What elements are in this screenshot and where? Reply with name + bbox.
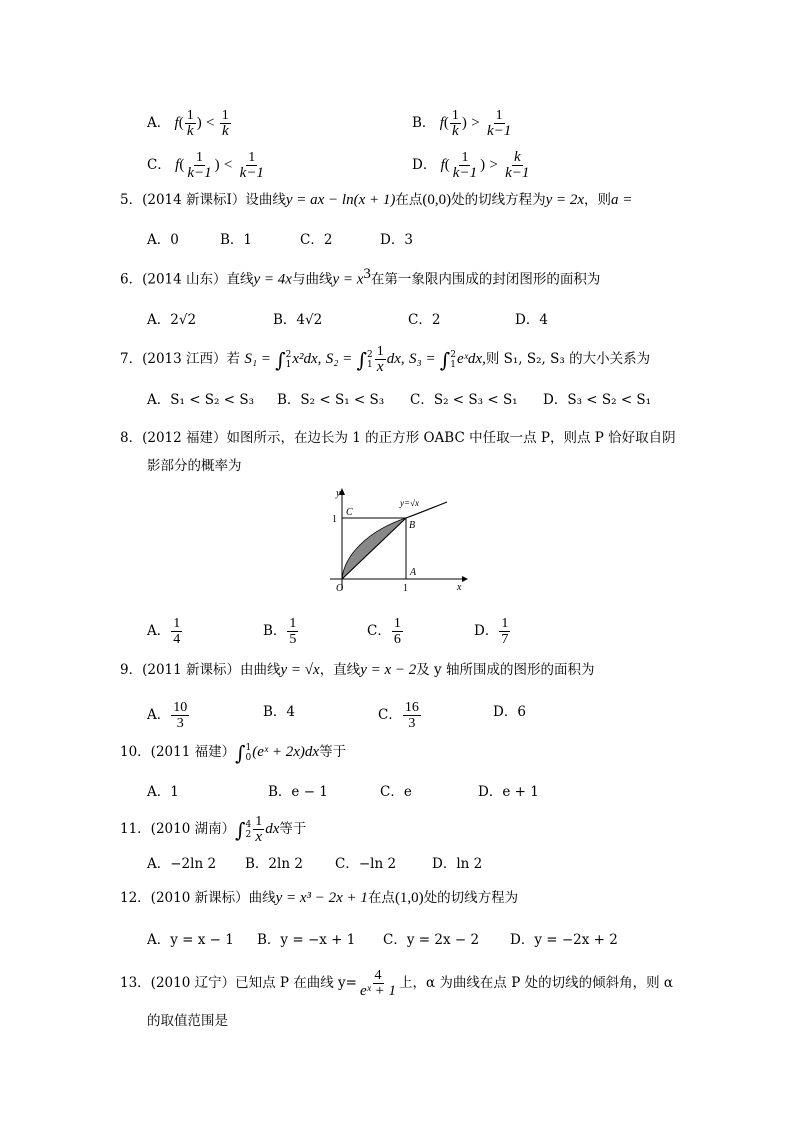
q11-option-c: C．−ln 2 xyxy=(335,856,397,872)
q6-stem: 6．(2014 山东）直线y = 4x与曲线$y = x^3$在第一象限内围成的封闭图形的面积为 xyxy=(120,266,601,288)
q5-option-c: C．2 xyxy=(300,232,333,248)
q9-stem: 9．(2011 新课标）由曲线y = √x，直线y = x − 2及 y 轴所围成的图形的面积为 xyxy=(120,662,595,678)
q7-option-a: A．S₁ < S₂ < S₃ xyxy=(147,392,255,408)
q8-option-d: D． $\frac{1}{7}$ xyxy=(474,616,509,647)
integral-sign-icon: ∫ xyxy=(439,348,451,372)
q4-option-a: A． f( $\frac{1}{k}$ ) < $\frac{1}{k}$ xyxy=(147,108,229,139)
q12-stem: 12．(2010 新课标）曲线y = x³ − 2x + 1在点(1,0)处的切线方程为 xyxy=(120,890,519,906)
q10-option-b: B．e − 1 xyxy=(268,784,328,800)
fig-curve-label: y=√x xyxy=(400,498,420,508)
q8-option-c: C． $\frac{1}{6}$ xyxy=(367,616,401,647)
q12-option-c: C．y = 2x − 2 xyxy=(383,932,480,948)
q5-stem: 5．(2014 新课标Ⅰ）设曲线y = ax − ln(x + 1)在点(0,0)处的切线方程为y = 2x，则a = xyxy=(120,192,633,208)
q11-option-a: A．−2ln 2 xyxy=(147,856,217,872)
q10-stem: 10．(2011 福建）∫ 1 0 (eˣ + 2x)dx等于 xyxy=(120,741,347,765)
q8-stem-line1: 8．(2012 福建）如图所示，在边长为 1 的正方形 OABC 中任取一点 P，则点 P 恰好取自阴 xyxy=(120,430,676,446)
q4-option-c: C． f( $\frac{1}{k-1}$ ) < $\frac{1}{k-1}$ xyxy=(147,150,264,181)
q10-option-d: D．e + 1 xyxy=(478,784,539,800)
q4-option-b: B． f( $\frac{1}{k}$ ) > $\frac{1}{k-1}$ xyxy=(412,108,512,139)
integral-sign-icon: ∫ xyxy=(356,348,368,372)
q8-figure xyxy=(322,486,472,594)
fig-label-o: O xyxy=(336,583,344,594)
q6-option-b: B．4√2 xyxy=(273,312,323,328)
q9-option-a: A． $\frac{10}{3}$ xyxy=(147,700,188,731)
q11-option-d: D．ln 2 xyxy=(432,856,483,872)
q6-option-c: C．2 xyxy=(408,312,441,328)
q12-option-a: A．y = x − 1 xyxy=(147,932,234,948)
q12-option-d: D．y = −2x + 2 xyxy=(510,932,618,948)
q7-stem: 7．(2013 江西）若 S₁ = ∫ 2 1 x²dx, S₂ = ∫ 2 1 $\frac{1}{x}$ dx, S₃ = ∫ 2 1 eˣdx,则 S₁, S₂, S₃ 的大小关系为 xyxy=(120,344,651,375)
fig-label-x: x xyxy=(457,582,462,593)
q8-stem-line2: 影部分的概率为 xyxy=(147,458,242,474)
fig-label-one-y: 1 xyxy=(332,514,337,525)
q9-option-d: D．6 xyxy=(493,704,526,720)
fig-label-b: B xyxy=(409,520,416,531)
q7-option-b: B．S₂ < S₁ < S₃ xyxy=(277,392,385,408)
q7-option-c: C．S₂ < S₃ < S₁ xyxy=(410,392,518,408)
q8-option-b: B． $\frac{1}{5}$ xyxy=(263,616,297,647)
q12-option-b: B．y = −x + 1 xyxy=(257,932,356,948)
q4-option-d: D． f( $\frac{1}{k-1}$ ) > $\frac{k}{k-1}$ xyxy=(412,149,530,181)
integral-sign-icon: ∫ xyxy=(275,348,286,372)
q13-stem-line2: 的取值范围是 xyxy=(147,1013,228,1029)
q11-option-b: B．2ln 2 xyxy=(245,856,303,872)
q10-option-c: C．e xyxy=(380,784,412,800)
q5-option-a: A．0 xyxy=(147,232,179,248)
q5-option-b: B．1 xyxy=(220,232,253,248)
q6-option-a: A．2√2 xyxy=(147,312,197,328)
fig-label-a: A xyxy=(410,567,417,578)
q6-option-d: D．4 xyxy=(515,312,548,328)
q9-option-b: B．4 xyxy=(263,704,296,720)
q7-option-d: D．S₃ < S₂ < S₁ xyxy=(543,392,652,408)
q13-stem: 13．(2010 辽宁）已知点 P 在曲线 y= $\frac{4}{\text{eˣ + 1}}$ 上，α 为曲线在点 P 处的切线的倾斜角，则 α xyxy=(120,968,673,999)
q8-option-a: A． $\frac{1}{4}$ xyxy=(147,616,181,647)
q10-option-a: A．1 xyxy=(147,784,179,800)
fig-label-y: y xyxy=(336,488,341,499)
fig-label-one-x: 1 xyxy=(403,583,408,594)
fig-label-c: C xyxy=(346,507,353,518)
q9-option-c: C． $\frac{16}{3}$ xyxy=(378,700,419,731)
q5-option-d: D．3 xyxy=(380,232,413,248)
integral-sign-icon: ∫ xyxy=(235,818,246,842)
integral-sign-icon: ∫ xyxy=(235,741,246,765)
q11-stem: 11．(2010 湖南）∫ 4 2 $\frac{1}{x}$ dx等于 xyxy=(120,814,307,845)
